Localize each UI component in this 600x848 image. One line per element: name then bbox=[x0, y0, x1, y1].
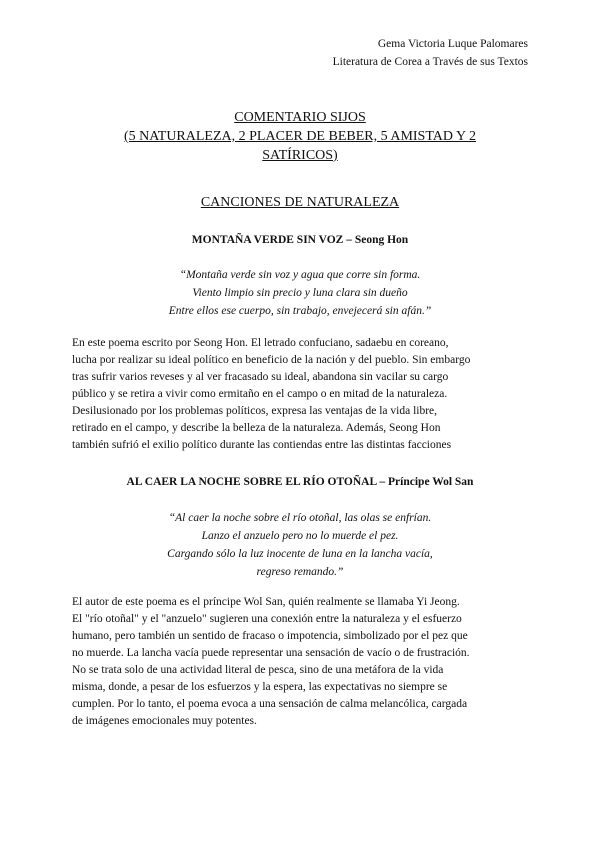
poem-line: “Montaña verde sin voz y agua que corre sin forma. bbox=[179, 269, 421, 281]
paragraph-line: lucha por realizar su ideal político en beneficio de la nación y del pueblo. Sin embargo bbox=[72, 354, 471, 366]
poem-line: regreso remando.” bbox=[256, 566, 344, 578]
poem-1-commentary bbox=[72, 335, 528, 454]
paragraph-line: no muerde. La lancha vacía puede representar una sensación de vacío o de frustración. bbox=[72, 647, 470, 659]
paragraph-line: misma, donde, a pesar de los esfuerzos y la espera, las expectativas no siempre se bbox=[72, 681, 448, 693]
document-title bbox=[72, 108, 528, 165]
paragraph-line: El "río otoñal" y el "anzuelo" sugieren una conexión entre la naturaleza y el esfuerzo bbox=[72, 613, 462, 625]
paragraph-line: Desilusionado por los problemas políticos, expresa las ventajas de la vida libre, bbox=[72, 405, 438, 417]
poem-line: “Al caer la noche sobre el río otoñal, las olas se enfrían. bbox=[168, 512, 432, 524]
paragraph-line: El autor de este poema es el príncipe Wol San, quién realmente se llamaba Yi Jeong. bbox=[72, 596, 460, 608]
paragraph-line: también sufrió el exilio político durante las contiendas entre las distintas facciones bbox=[72, 439, 452, 451]
poem-line: Viento limpio sin precio y luna clara sin dueño bbox=[192, 287, 408, 299]
poem-1-title: MONTAÑA VERDE SIN VOZ – Seong Hon bbox=[191, 234, 409, 246]
poem-2-title: AL CAER LA NOCHE SOBRE EL RÍO OTOÑAL – Príncipe Wol San bbox=[126, 476, 474, 488]
document-header bbox=[333, 35, 528, 71]
poem-line: Lanzo el anzuelo pero no lo muerde el pez. bbox=[201, 530, 399, 542]
paragraph-line: En este poema escrito por Seong Hon. El letrado confuciano, sadaebu en coreano, bbox=[72, 337, 449, 349]
course-name: Literatura de Corea a Través de sus Textos bbox=[332, 56, 528, 68]
poem-2-verses bbox=[72, 509, 528, 581]
title-line-3: SATÍRICOS) bbox=[262, 148, 338, 163]
section-title: CANCIONES DE NATURALEZA bbox=[200, 195, 400, 210]
paragraph-line: público y se retira a vivir como ermitaño en el campo o en mitad de la naturaleza. bbox=[72, 388, 448, 400]
poem-line: Cargando sólo la luz inocente de luna en la lancha vacía, bbox=[167, 548, 433, 560]
poem-line: Entre ellos ese cuerpo, sin trabajo, envejecerá sin afán.” bbox=[168, 305, 432, 317]
title-line-1: COMENTARIO SIJOS bbox=[234, 110, 366, 125]
author-name: Gema Victoria Luque Palomares bbox=[377, 38, 528, 50]
paragraph-line: de imágenes emocionales muy potentes. bbox=[72, 715, 257, 727]
poem-1-verses bbox=[72, 266, 528, 320]
paragraph-line: cumplen. Por lo tanto, el poema evoca a una sensación de calma melancólica, cargada bbox=[72, 698, 468, 710]
paragraph-line: humano, pero también un sentido de fracaso o impotencia, simbolizado por el pez que bbox=[72, 630, 468, 642]
paragraph-line: tras sufrir varios reveses y al ver fracasado su ideal, abandona sin vacilar su cargo bbox=[72, 371, 449, 383]
title-line-2: (5 NATURALEZA, 2 PLACER DE BEBER, 5 AMISTAD Y 2 bbox=[123, 129, 477, 144]
poem-2-commentary bbox=[72, 594, 528, 730]
paragraph-line: No se trata solo de una actividad literal de pesca, sino de una metáfora de la vida bbox=[72, 664, 444, 676]
paragraph-line: retirado en el campo, y describe la belleza de la naturaleza. Además, Seong Hon bbox=[72, 422, 441, 434]
